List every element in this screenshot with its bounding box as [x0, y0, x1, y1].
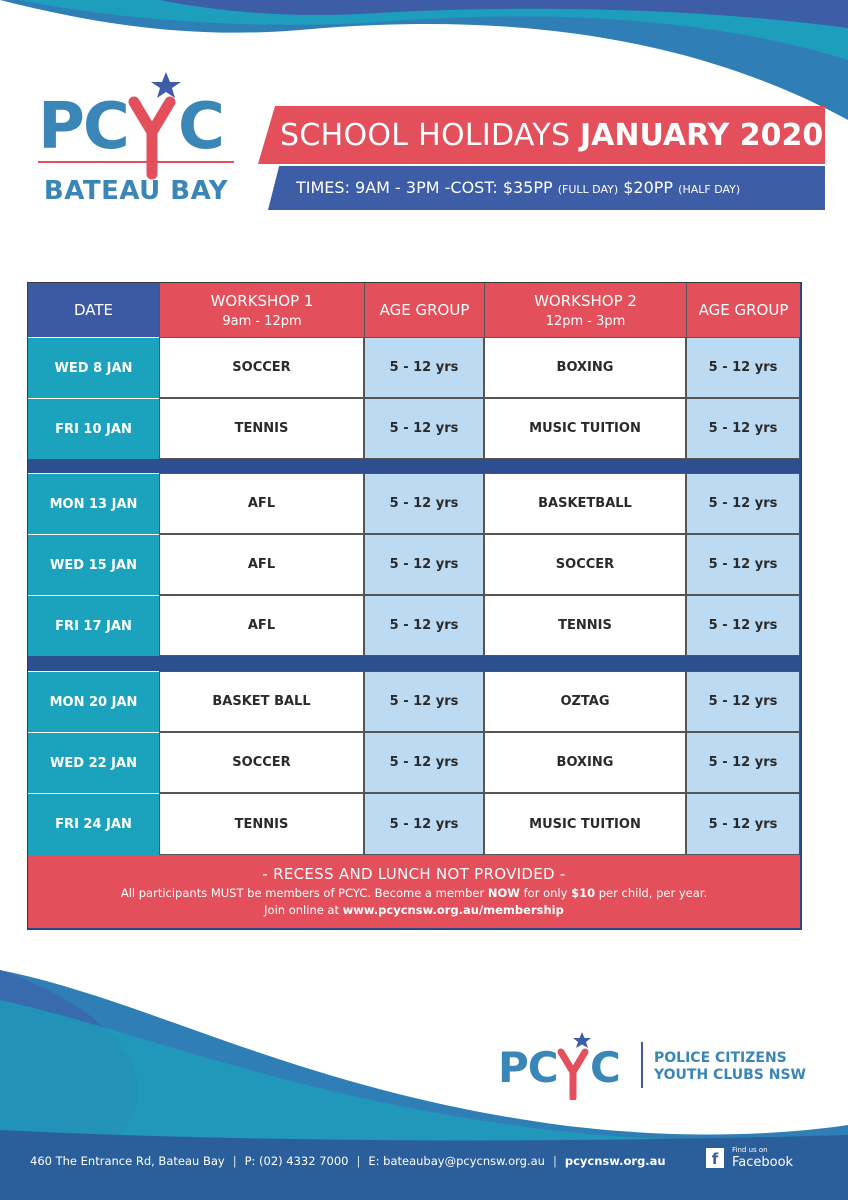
- join-text: Join online at: [264, 903, 340, 917]
- half-day-price: $20PP: [623, 178, 674, 197]
- age-group-2-cell: 5 - 12 yrs: [686, 793, 800, 855]
- contact-bar: 460 The Entrance Rd, Bateau Bay | P: (02) 4332 7000 | E: bateaubay@pcycnsw.org.au | pcycnsw.org.au: [30, 1154, 666, 1168]
- workshop-2-cell: BASKETBALL: [484, 473, 686, 534]
- membership-now: NOW: [487, 886, 520, 900]
- age-group-1-cell: 5 - 12 yrs: [364, 793, 484, 855]
- title-light: SCHOOL HOLIDAYS: [280, 118, 571, 153]
- facebook-find-us: Find us on: [732, 1146, 768, 1154]
- svg-text:C: C: [590, 1043, 621, 1092]
- header-workshop-2: [484, 283, 686, 337]
- workshop-1-time: 9am - 12pm: [222, 313, 302, 329]
- location-name: BATEAU BAY: [43, 176, 229, 206]
- age-group-2-cell: 5 - 12 yrs: [686, 732, 800, 793]
- workshop-2-cell: SOCCER: [484, 534, 686, 595]
- date-cell: MON 13 JAN: [28, 473, 159, 534]
- date-cell: MON 20 JAN: [28, 671, 159, 732]
- membership-text-3: per child, per year.: [598, 886, 708, 900]
- age-group-1-cell: 5 - 12 yrs: [364, 337, 484, 398]
- svg-text:PC: PC: [498, 1043, 558, 1092]
- full-day-label: (FULL DAY): [557, 183, 619, 196]
- membership-join: [28, 903, 800, 917]
- half-day-label: (HALF DAY): [678, 183, 741, 196]
- header-date: DATE: [28, 283, 159, 337]
- workshop-2-cell: BOXING: [484, 732, 686, 793]
- phone[interactable]: P: (02) 4332 7000: [244, 1154, 349, 1168]
- svg-text:PC: PC: [38, 90, 128, 164]
- website-link[interactable]: pcycnsw.org.au: [564, 1154, 666, 1168]
- facebook-label[interactable]: Facebook: [732, 1155, 794, 1170]
- workshop-1-cell: SOCCER: [159, 732, 364, 793]
- membership-text: All participants MUST be members of PCYC. Become a member: [120, 886, 485, 900]
- date-cell: FRI 24 JAN: [28, 793, 159, 855]
- svg-text:C: C: [178, 90, 225, 164]
- age-group-2-cell: 5 - 12 yrs: [686, 473, 800, 534]
- schedule-table: [27, 282, 802, 930]
- org-name: [654, 1050, 806, 1084]
- workshop-2-time: 12pm - 3pm: [545, 313, 626, 329]
- workshop-1-cell: AFL: [159, 595, 364, 656]
- times-cost: TIMES: 9AM - 3PM -COST: $35PP: [296, 178, 553, 197]
- org-name-line-2: YOUTH CLUBS NSW: [654, 1067, 806, 1083]
- membership-notice: [28, 855, 800, 928]
- age-group-2-cell: 5 - 12 yrs: [686, 398, 800, 459]
- org-name-line-1: POLICE CITIZENS: [654, 1050, 787, 1066]
- pcyc-footer-logo: [498, 1030, 638, 1100]
- age-group-2-cell: 5 - 12 yrs: [686, 595, 800, 656]
- workshop-1-cell: AFL: [159, 534, 364, 595]
- age-group-1-cell: 5 - 12 yrs: [364, 732, 484, 793]
- week-separator: [28, 656, 800, 671]
- workshop-1-cell: AFL: [159, 473, 364, 534]
- title-bold: JANUARY 2020: [579, 118, 824, 153]
- workshop-2-cell: TENNIS: [484, 595, 686, 656]
- footer-divider: [641, 1042, 643, 1088]
- age-group-1-cell: 5 - 12 yrs: [364, 534, 484, 595]
- membership-text-2: for only: [523, 886, 568, 900]
- age-group-2-cell: 5 - 12 yrs: [686, 534, 800, 595]
- date-cell: FRI 10 JAN: [28, 398, 159, 459]
- age-group-1-cell: 5 - 12 yrs: [364, 398, 484, 459]
- pcyc-logo: [38, 70, 238, 180]
- membership-link[interactable]: www.pcycnsw.org.au/membership: [342, 903, 564, 917]
- workshop-2-cell: OZTAG: [484, 671, 686, 732]
- age-group-1-cell: 5 - 12 yrs: [364, 671, 484, 732]
- header-age-group-2: AGE GROUP: [686, 283, 800, 337]
- page-title: [280, 112, 824, 160]
- workshop-2-cell: BOXING: [484, 337, 686, 398]
- address: 460 The Entrance Rd, Bateau Bay: [30, 1154, 225, 1168]
- workshop-1-cell: TENNIS: [159, 793, 364, 855]
- age-group-1-cell: 5 - 12 yrs: [364, 473, 484, 534]
- workshop-2-cell: MUSIC TUITION: [484, 793, 686, 855]
- membership-requirement: [28, 886, 800, 900]
- membership-price: $10: [571, 886, 596, 900]
- header-workshop-1: [159, 283, 364, 337]
- header-age-group-1: AGE GROUP: [364, 283, 484, 337]
- week-separator: [28, 459, 800, 473]
- date-cell: FRI 17 JAN: [28, 595, 159, 656]
- age-group-2-cell: 5 - 12 yrs: [686, 337, 800, 398]
- workshop-1-cell: SOCCER: [159, 337, 364, 398]
- email[interactable]: E: bateaubay@pcycnsw.org.au: [368, 1154, 545, 1168]
- times-cost-info: [296, 168, 816, 208]
- age-group-2-cell: 5 - 12 yrs: [686, 671, 800, 732]
- workshop-1-title: WORKSHOP 1: [210, 291, 314, 310]
- age-group-1-cell: 5 - 12 yrs: [364, 595, 484, 656]
- date-cell: WED 8 JAN: [28, 337, 159, 398]
- workshop-2-title: WORKSHOP 2: [534, 291, 637, 310]
- workshop-1-cell: TENNIS: [159, 398, 364, 459]
- workshop-1-cell: BASKET BALL: [159, 671, 364, 732]
- facebook-icon[interactable]: f: [706, 1148, 724, 1168]
- date-cell: WED 15 JAN: [28, 534, 159, 595]
- date-cell: WED 22 JAN: [28, 732, 159, 793]
- recess-lunch-note: - RECESS AND LUNCH NOT PROVIDED -: [262, 865, 566, 883]
- workshop-2-cell: MUSIC TUITION: [484, 398, 686, 459]
